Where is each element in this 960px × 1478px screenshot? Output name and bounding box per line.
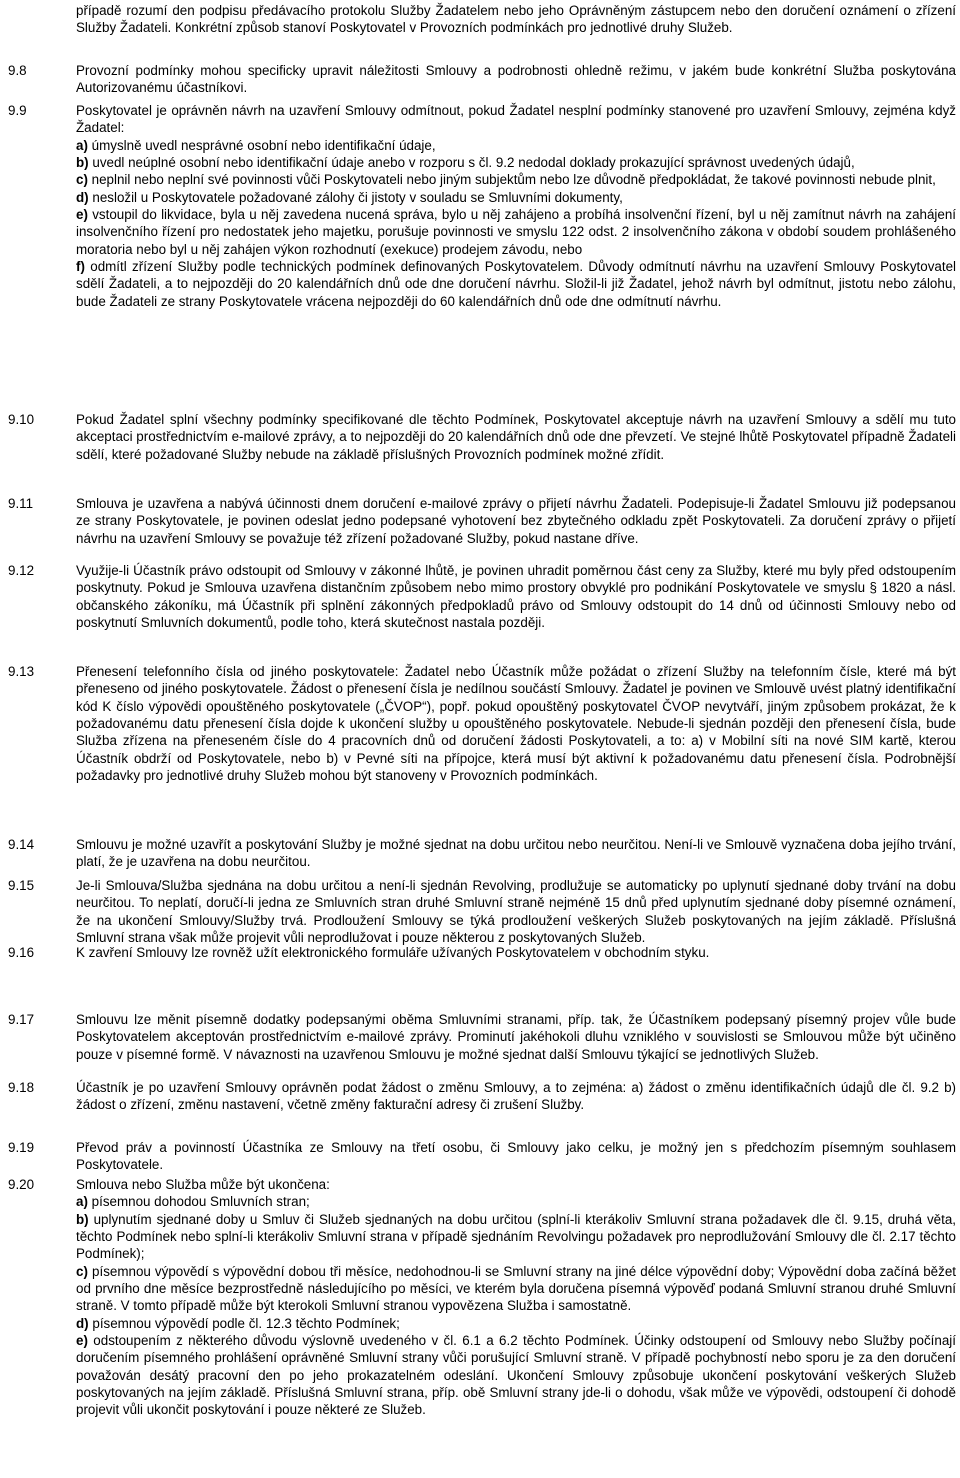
clause-number: 9.19 [8,1140,35,1155]
paragraph-text: Je-li Smlouva/Služba sjednána na dobu určitou a není-li sjednán Revolving, prodlužuje se automaticky po uplynutí sjednané doby trvání na dobu neurčitou. To neplatí, doručí-li jedna ze Smluvních stran druhé Smluvní straně nejméně 15 dnů před uplynutím sjednané doby písemné oznámení, že na ukončení Smlouvy/Služby trvá. Prodloužení Smlouvy se týká prodloužení veškerých Služeb poskytovaných na jejím základě. Příslušná Smluvní strana však může projevit vůli neprodlužovat i pouze některou z poskytovaných Služeb. [76,878,956,946]
subitem-marker: f) [76,259,85,275]
paragraph-text: Poskytovatel je oprávněn návrh na uzavření Smlouvy odmítnout, pokud Žadatel nesplní podmínky stanovené pro uzavření Smlouvy, zejména když Žadatel: [76,103,956,136]
clause-paragraph [76,2,956,37]
clause-subitem [76,1315,956,1332]
clause-paragraph [76,877,956,946]
clause-number: 9.8 [8,63,27,78]
clause-body [76,836,956,871]
clause-9-13 [8,663,956,784]
clause-9-19 [8,1139,956,1174]
paragraph-text: Smlouvu lze měnit písemně dodatky podepsanými oběma Smluvními stranami, příp. tak, že Účastníkem podepsaný písemný projev vůle bude Poskytovatelem akceptován prostřednictvím e-mailové zprávy. Prominutí jakéhokoli dluhu vzniklého v souvislosti se Smlouvou může být učiněno pouze v písemné formě. V návaznosti na uzavřenou Smlouvu je možné sjednat další Smlouvu týkající se jednotlivých Služeb. [76,1012,956,1062]
paragraph-text: Účastník je po uzavření Smlouvy oprávněn podat žádost o změnu Smlouvy, a to zejména: a) žádost o změnu identifikačních údajů dle čl. 9.2 b) žádost o zřízení, změnu nastavení, včetně změny fakturační adresy či zrušení Služby. [76,1080,956,1113]
paragraph-text: úmyslně uvedl nesprávné osobní nebo identifikační údaje, [91,137,436,153]
clause-number: 9.20 [8,1177,35,1192]
paragraph-text: Přenesení telefonního čísla od jiného poskytovatele: Žadatel nebo Účastník může požádat o zřízení Služby na telefonním čísle, které má být přeneseno od jiného poskytovatele. Žádost o přenesení čísla je nedílnou součástí Smlouvy. Žadatel je povinen ve Smlouvě uvést platný identifikační kód K číslo výpovědi opouštěného poskytovatele („ČVOP“), popř. pokud opouštěný poskytovatel ČVOP nevytváří, jiným způsobem prokázat, že k požadovanému datu přenesení čísla dojde k ukončení služby u opouštěného poskytovatele. Nebude-li sjednán později den přenesení čísla, bude Služba zřízena na přeneseném čísle do 4 pracovních dnů od doručení žádosti Poskytovateli, a to: a) v Mobilní síti na nové SIM kartě, kterou Účastník obdrží od Poskytovatele, nebo b) v Pevné síti na přípojce, která musí být aktivní k požadovanému datu přenesení čísla. Podrobnější požadavky pro jednotlivé druhy Služeb mohou být stanoveny v Provozních podmínkách. [76,664,956,784]
clause-paragraph [76,663,956,784]
clause-9-12 [8,562,956,631]
clause-body [76,2,956,37]
clause-body [76,1139,956,1174]
paragraph-text: případě rozumí den podpisu předávacího protokolu Služby Žadatelem nebo jeho Oprávněným zástupcem nebo den doručení oznámení o zřízení Služby Žadateli. Konkrétní způsob stanoví Poskytovatel v Provozních podmínkách pro jednotlivé druhy Služeb. [76,3,956,36]
paragraph-text: nesložil u Poskytovatele požadované zálohy či jistoty v souladu se Smluvními dokumenty, [92,189,623,205]
clause-paragraph [76,1139,956,1174]
clause-body [76,663,956,784]
clause-9-11 [8,495,956,547]
subitem-marker: b) [76,155,89,171]
clause-9-8 [8,62,956,97]
paragraph-text: uvedl neúplné osobní nebo identifikační údaje anebo v rozporu s čl. 9.2 nedodal doklady prokazující správnost uvedených údajů, [92,155,855,171]
clause-subitem [76,189,956,206]
paragraph-text: Převod práv a povinností Účastníka ze Smlouvy na třetí osobu, či Smlouvy jako celku, je možný jen s předchozím písemným souhlasem Poskytovatele. [76,1140,956,1173]
paragraph-text: Pokud Žadatel splní všechny podmínky specifikované dle těchto Podmínek, Poskytovatel akceptuje návrh na uzavření Smlouvy a sdělí mu tuto akceptaci prostřednictvím e-mailové zprávy, a to nejpozději do 20 kalendářních dnů ode dne převzetí. Ve stejné lhůtě Poskytovatel případně Žadateli sdělí, které požadované Služby nebude na základě příslušných Provozních podmínek možné zřídit. [76,412,956,462]
clause-9-15 [8,877,956,946]
paragraph-text: Smlouva nebo Služba může být ukončena: [76,1177,330,1192]
clause-body [76,1011,956,1063]
paragraph-text: Využije-li Účastník právo odstoupit od Smlouvy v zákonné lhůtě, je povinen uhradit poměrnou část ceny za Služby, které mu byly před odstoupením poskytnuty. Pokud je Smlouva uzavřena distančním způsobem nebo mimo prostory obvyklé pro podnikání Poskytovatele ve smyslu § 1820 a násl. občanského zákoníku, má Účastník při splnění zákonných předpokladů právo od Smlouvy odstoupit do 14 dnů od účinnosti Smlouvy nebo od poskytnutí Smluvních dokumentů, podle toho, která skutečnost nastala později. [76,563,956,631]
paragraph-text: uplynutím sjednané doby u Smluv či Služeb sjednaných na dobu určitou (splní-li kterákoliv Smluvní strana požadavek dle čl. 9.15, druhá věta, těchto Podmínek nebo splní-li kterákoliv Smluvní strana v případě sjednáním Revolvingu požadavek pro neprodlužování Smlouvy dle čl. 2.17 těchto Podmínek); [76,1211,956,1262]
clause-subitem [76,1193,956,1210]
clause-subitem [76,137,956,154]
paragraph-text: odmítl zřízení Služby podle technických podmínek definovaných Poskytovatelem. Důvody odmítnutí návrhu na uzavření Smlouvy Poskytovatel sdělí Žadateli, a to nejpozději do 20 kalendářních dnů ode dne doručení návrhu. Složil-li již Žadatel, jehož návrh byl odmítnut, jistotu nebo zálohu, bude Žadateli ze strany Poskytovatele vrácena nejpozději do 60 kalendářních dnů ode dne odmítnutí návrhu. [76,259,956,309]
clause-body [76,411,956,463]
subitem-marker: d) [76,1315,89,1331]
clause-number: 9.18 [8,1080,35,1095]
clause-body [76,1079,956,1114]
clause-paragraph [76,1176,956,1193]
clause-subitem [76,1211,956,1263]
clause-number: 9.12 [8,563,35,578]
paragraph-text: K zavření Smlouvy lze rovněž užít elektronického formuláře užívaných Poskytovatelem v obchodním styku. [76,945,710,960]
clause-9-10 [8,411,956,463]
clause-body [76,495,956,547]
paragraph-text: odstoupením z některého důvodu výslovně uvedeného v čl. 6.1 a 6.2 těchto Podmínek. Účinky odstoupení od Smlouvy nebo Služby počínají doručením písemného prohlášení oprávněné Smluvní strany vůči porušující Smluvní straně. V případě pochybností nebo sporu je za den doručení považován desátý pracovní den po jeho prokazatelném odeslání. Ukončení Smlouvy způsobuje ukončení poskytování veškerých Služeb poskytovaných na jejím základě. Příslušná Smluvní strana, příp. obě Smluvní strany jde-li o dohodu, však může ve výpovědi, odstoupení či dohodě projevit vůli ukončit poskytování i pouze některé ze Služeb. [76,1333,956,1418]
paragraph-text: Smlouvu je možné uzavřít a poskytování Služby je možné sjednat na dobu určitou nebo neurčitou. Není-li ve Smlouvě vyznačena doba jejího trvání, platí, že je uzavřena na dobu neurčitou. [76,837,956,870]
clause-paragraph [76,495,956,547]
clause-9-20 [8,1176,956,1419]
paragraph-text: písemnou výpovědí podle čl. 12.3 těchto Podmínek; [92,1315,400,1331]
subitem-marker: e) [76,207,88,223]
clause-9-14 [8,836,956,871]
subitem-marker: c) [76,172,88,188]
clause-body [76,944,956,961]
clause-subitem [76,206,956,258]
subitem-marker: a) [76,1194,88,1210]
paragraph-text: Smlouva je uzavřena a nabývá účinnosti dnem doručení e-mailové zprávy o přijetí návrhu Žadateli. Podepisuje-li Žadatel Smlouvu již podepsanou ze strany Poskytovatele, je povinen odeslat jedno podepsané vyhotovení bez zbytečného odkladu zpět Poskytovateli. Za doručení zprávy o přijetí návrhu na uzavření Smlouvy se považuje též zřízení požadované Služby, pokud nastane dříve. [76,496,956,546]
clause-paragraph [76,944,956,961]
clause-9-17 [8,1011,956,1063]
clause-paragraph [76,62,956,97]
clause-9-9 [8,102,956,310]
subitem-marker: a) [76,137,88,153]
clause-number: 9.16 [8,945,35,960]
clause-paragraph [76,102,956,137]
clause-body [76,562,956,631]
clause-subitem [76,258,956,310]
clause-number: 9.10 [8,412,35,427]
clause-paragraph [76,1079,956,1114]
paragraph-text: písemnou dohodou Smluvních stran; [91,1194,310,1210]
clause-9-16 [8,944,956,961]
clause-number: 9.9 [8,103,27,118]
subitem-marker: c) [76,1263,88,1279]
paragraph-text: písemnou výpovědí s výpovědní dobou tři měsíce, nedohodnou-li se Smluvní strany na jiné délce výpovědní doby; Výpovědní doba začíná běžet od prvního dne měsíce bezprostředně následujícího po měsíci, ve kterém byla doručena písemná výpověď podaná Smluvní stranou druhé Smluvní straně. V tomto případě může být kterokoli Smluvní stranou vypovězena Služba i samostatně. [76,1263,956,1314]
paragraph-text: neplnil nebo neplní své povinnosti vůči Poskytovateli nebo jiným subjektům nebo lze důvodně předpokládat, že takové povinnosti nebude plnit, [91,172,936,188]
clause-body [76,102,956,310]
clause-subitem [76,1332,956,1419]
clause-body [76,62,956,97]
clause-number: 9.11 [8,496,34,511]
subitem-marker: d) [76,189,89,205]
clause-paragraph [76,562,956,631]
clause-number: 9.15 [8,878,35,893]
clause-body [76,1176,956,1419]
clause-number: 9.14 [8,837,35,852]
paragraph-text: Provozní podmínky mohou specificky upravit náležitosti Smlouvy a podrobnosti ohledně režimu, v jakém bude konkrétní Služba poskytována Autorizovanému účastníkovi. [76,63,956,96]
clause-subitem [76,171,956,188]
clause-continuation [8,2,956,37]
paragraph-text: vstoupil do likvidace, byla u něj zavedena nucená správa, bylo u něj zahájeno a probíhá insolvenční řízení, byl u něj zamítnut návrh na zahájení insolvenčního řízení pro nedostatek jeho majetku, porušuje povinnosti ve smyslu 122 odst. 2 insolvenčního zákona v období soudem prohlášeného moratoria nebo byl u něj zahájen výkon rozhodnutí (exekuce) prodejem závodu, nebo [76,207,956,257]
clause-paragraph [76,836,956,871]
clause-9-18 [8,1079,956,1114]
subitem-marker: b) [76,1211,89,1227]
clause-number: 9.13 [8,664,35,679]
clause-paragraph [76,1011,956,1063]
clause-body [76,877,956,946]
clause-number: 9.17 [8,1012,35,1027]
clause-subitem [76,154,956,171]
clause-subitem [76,1263,956,1315]
subitem-marker: e) [76,1333,88,1349]
clause-paragraph [76,411,956,463]
